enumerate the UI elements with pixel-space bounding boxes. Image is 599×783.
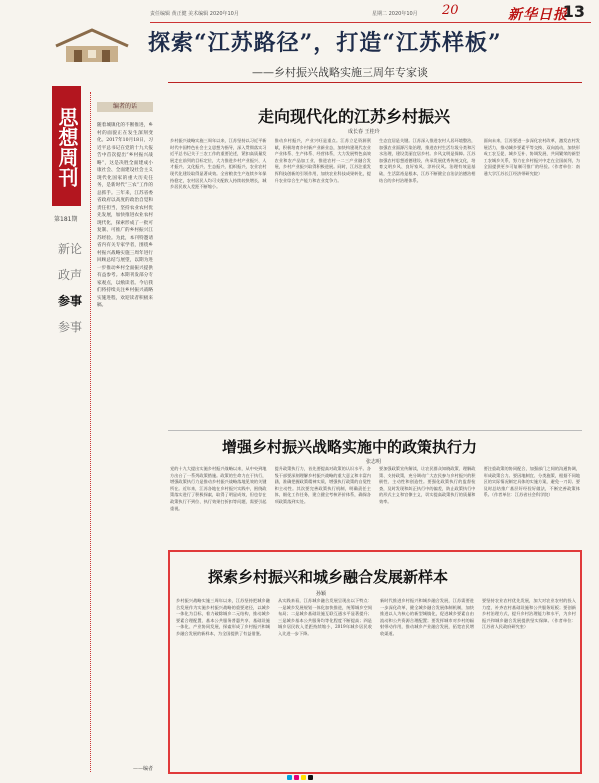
sidebar-author: ——编者 [132, 766, 153, 772]
sidebar-body: 随着城镇化的不断推进，乡村的面貌正在发生深刻变化。2017年10月18日，习近平总书记在党的十九大报告中首次提出“乡村振兴战略”，这是决胜全面建成小康社会、全面建设社会主义现代化国家的重大历史任务，是新时代“三农”工作的总抓手。三年来，江苏省委省政府以高度的政治自觉和责任担当，坚持农业农村优先发展，加快推进农业农村现代化，探索形成了一批可复制、可推广的乡村振兴江苏经验。为此，本刊特邀请省内有关专家学者，围绕乡村振兴战略实施三周年进行回顾总结与展望，以期为进一步推动乡村全面振兴提供有益参考。本期刊发部分专家观点，以飨读者。今后我们将持续关注乡村振兴战略实施进程，欢迎读者积极来稿。 [97, 123, 153, 308]
article-1-col-4: 面向未来，江苏要进一步深化农村改革，激发农村发展活力，推动城乡要素平等交换、双向流动，加快形成工农互促、城乡互补、协调发展、共同繁荣的新型工农城乡关系，努力在乡村振兴中走在全国前列，为全国提供更多可复制可推广的经验。（作者单位：南通大学江苏长江经济带研究院） [483, 138, 580, 176]
header-meta: 责任编辑 黄正健 美术编辑 2020年10月 [150, 11, 239, 17]
article-1-col-3: 生态宜居是关键。江苏深入推进农村人居环境整治，加强农业面源污染治理，推进农村生活垃圾分类和污水治理，建设美丽宜居乡村。乡风文明是保障。江苏加强农村思想道德建设，传承发展优秀传统文化，培育文明乡风、良好家风、淳朴民风。治理有效是基础，生活富裕是根本，江苏不断健全自治法治德治相结合的乡村治理体系。 [379, 138, 476, 183]
registration-mark [287, 775, 292, 780]
article-2-body [170, 466, 580, 546]
nav-item-canshi-2[interactable]: 参事 [57, 320, 82, 334]
banner-illustration [52, 24, 132, 66]
article-3-col-4: 要坚持农业农村优先发展，加大对农业农村的投入力度，补齐农村基础设施和公共服务短板；要创新乡村治理方式，提升乡村治理能力和水平，为乡村振兴和城乡融合发展提供坚实保障。（作者单位：江苏省人民政府研究室） [482, 598, 576, 630]
article-1-body [170, 138, 580, 426]
article-2-col-4: 要注重政策的协同配合，加强部门之间的沟通协调，形成政策合力。要因地制宜、分类施策，根据不同地区的实际情况制定具体的实施方案，避免一刀切。要及时总结推广基层好经验好做法，不断完善政策体系。（作者单位：江苏省社会科学院） [483, 466, 580, 498]
main-subtitle: ——乡村振兴战略实施三周年专家谈 [252, 66, 428, 79]
section-nav [56, 236, 84, 340]
issue-number: 第181期 [54, 216, 78, 223]
article-2-col-3: 要加强政策宣传解读，让农民群众知晓政策、理解政策、支持政策，充分调动广大农民参与乡村振兴的积极性、主动性和创造性。要强化政策执行的监督检查，及时发现和纠正执行中的偏差，防止政策执行中的形式主义和官僚主义，切实提高政策执行的质量和效率。 [379, 466, 476, 504]
main-title: 探索“江苏路径”，打造“江苏样板” [148, 30, 502, 56]
nav-item-canshi[interactable]: 参事 [57, 294, 82, 308]
registration-mark [308, 775, 313, 780]
article-2-byline: 张志明 [366, 459, 382, 465]
article-1-title[interactable]: 走向现代化的江苏乡村振兴 [258, 107, 451, 126]
article-2-col-1: 党的十九大提出实施乡村振兴战略以来，从中央到地方出台了一系列政策措施。政策的生命力在于执行，增强政策执行力是推动乡村振兴战略落地见效的关键所在。近年来，江苏各地在乡村振兴实践中，围绕政策落实进行了积极探索，取得了明显成效，但也存在政策执行不到位、执行效果打折扣等问题，需要引起重视。 [170, 466, 267, 511]
header-day-number: 20 [442, 3, 459, 18]
page-header [150, 2, 591, 23]
divider [168, 430, 582, 431]
article-3-title[interactable]: 探索乡村振兴和城乡融合发展新样本 [208, 568, 449, 586]
article-1-col-2: 推动乡村振兴，产业兴旺是重点。江苏立足资源禀赋，积极培育乡村新产业新业态，加快构建现代农业产业体系、生产体系、经营体系，大力发展特色高效农业和农产品加工业，推进农村一二三产业融合发展，乡村产业振兴取得积极进展。同时，江苏注重发挥科技创新的引领作用，加快农业科技成果转化，提升农业综合生产能力和农业竞争力。 [274, 138, 371, 183]
article-2-title[interactable]: 增强乡村振兴战略实施中的政策执行力 [222, 438, 478, 456]
article-1-byline: 成长春 王桂玲 [348, 129, 380, 135]
registration-mark [301, 775, 306, 780]
article-3-col-1: 乡村振兴战略实施三周年以来，江苏坚持把城乡融合发展作为实施乡村振兴战略的重要途径，以城乡一体化为目标，着力破除城乡二元结构，推动城乡要素合理配置、基本公共服务普惠共享、基础设施一体化、产业协同发展，探索形成了乡村振兴和城乡融合发展的新样本，为全国提供了有益借鉴。 [176, 598, 270, 636]
registration-mark [294, 775, 299, 780]
editor-note-sidebar [90, 92, 159, 772]
article-1-col-1: 乡村振兴战略实施三周年以来，江苏坚持以习近平新时代中国特色社会主义思想为指导，深入贯彻落实习近平总书记关于三农工作的重要论述，紧扣高质量发展走在前列的目标定位，大力推进乡村产业振兴、人才振兴、文化振兴、生态振兴、组织振兴，农业农村现代化建设取得显著成效。全省粮食生产连续多年保持稳定，农村居民人均可支配收入持续较快增长，城乡居民收入差距不断缩小。 [170, 138, 267, 190]
nav-item-xinlun[interactable]: 新论 [57, 242, 82, 256]
divider [168, 82, 582, 83]
article-3-col-3: 新时代推进乡村振兴和城乡融合发展，江苏需要进一步深化改革，健全城乡融合发展体制机制，加快推进以人为核心的新型城镇化，促进城乡要素自由流动和公共资源合理配置；要发挥城市对乡村的辐射带动作用，推动城乡产业融合发展，拓宽农民增收渠道。 [380, 598, 474, 636]
article-3-col-2: 从实践来看，江苏城乡融合发展呈现出以下特点：一是城乡发展规划一体化加快推进，统筹城乡空间布局；二是城乡基础设施互联互通水平显著提升；三是城乡基本公共服务均等化程度不断提高；四是城乡居民收入差距持续缩小，2019年城乡居民收入比进一步下降。 [278, 598, 372, 636]
article-2-col-2: 提升政策执行力，首先要提高对政策的认识水平。各级干部要深刻理解乡村振兴战略的重大意义和丰富内涵，准确把握政策精神实质，增强执行政策的自觉性和主动性。其次要完善政策执行机制，明确责任主体，细化工作任务，建立健全考核评价体系，确保各项政策落到实处。 [274, 466, 371, 504]
header-date: 星期二 2020年10月 [372, 11, 418, 17]
sidebar-heading: 编者的话 [97, 102, 153, 112]
article-3-byline: 孙颖 [316, 591, 327, 597]
color-registration-bar [0, 775, 599, 781]
column-brand-block [52, 86, 81, 206]
newspaper-logo: 新华日报 [508, 7, 568, 23]
page-number: 13 [562, 2, 585, 21]
nav-item-zhengsheng[interactable]: 政声 [57, 268, 82, 282]
column-brand-title: 思想周刊 [55, 107, 79, 187]
article-3-body [176, 598, 576, 768]
